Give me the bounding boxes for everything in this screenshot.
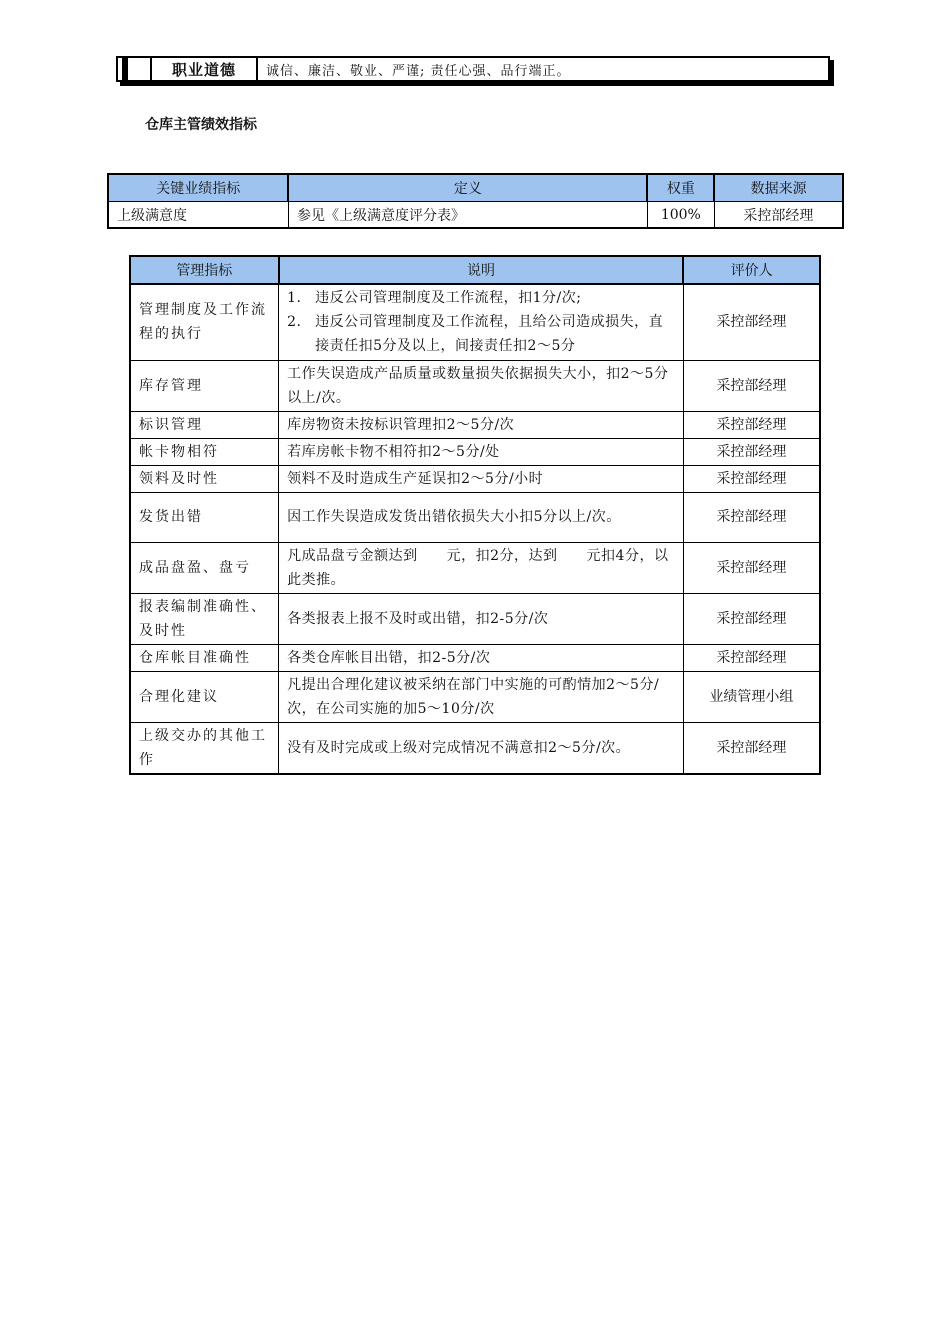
mgmt-name: 上级交办的其他工作: [130, 722, 279, 774]
mgmt-desc: 各类仓库帐目出错，扣2-5分/次: [279, 644, 684, 671]
table-row: [130, 593, 820, 644]
table-row: [130, 411, 820, 438]
table-row: [130, 671, 820, 722]
mgmt-name: 管理制度及工作流程的执行: [130, 284, 279, 360]
row-stub: [118, 58, 152, 80]
mgmt-evaluator: 采控部经理: [683, 284, 820, 360]
mgmt-desc: 没有及时完成或上级对完成情况不满意扣2～5分/次。: [279, 722, 684, 774]
kpi-weight: 100%: [647, 202, 714, 229]
ethics-text: 诚信、廉洁、敬业、严谨; 责任心强、品行端正。: [266, 63, 571, 79]
mgmt-evaluator: 采控部经理: [683, 411, 820, 438]
table-row: [130, 492, 820, 542]
kpi-table: [107, 173, 844, 229]
mgmt-desc: 若库房帐卡物不相符扣2～5分/处: [279, 438, 684, 465]
list-item: [287, 286, 675, 310]
mgmt-desc: 各类报表上报不及时或出错，扣2-5分/次: [279, 593, 684, 644]
mgmt-header-desc: 说明: [279, 256, 684, 284]
table-row: [130, 722, 820, 774]
mgmt-name: 合理化建议: [130, 671, 279, 722]
mgmt-evaluator: 采控部经理: [683, 492, 820, 542]
list-number: 2.: [287, 314, 302, 331]
kpi-source: 采控部经理: [714, 202, 843, 229]
table-row: [130, 438, 820, 465]
mgmt-name: 库存管理: [130, 360, 279, 411]
table-row: [130, 360, 820, 411]
section-title: 仓库主管绩效指标: [145, 117, 257, 133]
mgmt-name: 标识管理: [130, 411, 279, 438]
kpi-header-indicator: 关键业绩指标: [108, 174, 288, 202]
mgmt-evaluator: 采控部经理: [683, 438, 820, 465]
mgmt-header-name: 管理指标: [130, 256, 279, 284]
list-number: 1.: [287, 290, 302, 307]
ethics-row: [116, 56, 830, 82]
kpi-header-source: 数据来源: [714, 174, 843, 202]
kpi-header-definition: 定义: [288, 174, 647, 202]
mgmt-evaluator: 采控部经理: [683, 722, 820, 774]
table-row: [130, 644, 820, 671]
table-row: [130, 284, 820, 360]
mgmt-table: [129, 255, 821, 775]
mgmt-desc: 凡成品盘亏金额达到 元，扣2分，达到 元扣4分，以此类推。: [279, 542, 684, 593]
kpi-indicator: 上级满意度: [108, 202, 288, 229]
mgmt-header-evaluator: 评价人: [683, 256, 820, 284]
mgmt-desc: 因工作失误造成发货出错依损失大小扣5分以上/次。: [279, 492, 684, 542]
ethics-label: 职业道德: [152, 58, 258, 80]
mgmt-desc: [279, 284, 684, 360]
mgmt-name: 帐卡物相符: [130, 438, 279, 465]
mgmt-desc: 库房物资未按标识管理扣2～5分/次: [279, 411, 684, 438]
kpi-definition: 参见《上级满意度评分表》: [288, 202, 647, 229]
mgmt-evaluator: 业绩管理小组: [683, 671, 820, 722]
table-row: [130, 465, 820, 492]
mgmt-name: 领料及时性: [130, 465, 279, 492]
mgmt-evaluator: 采控部经理: [683, 465, 820, 492]
mgmt-name: 发货出错: [130, 492, 279, 542]
list-item: [287, 310, 675, 358]
mgmt-desc: 凡提出合理化建议被采纳在部门中实施的可酌情加2～5分/次，在公司实施的加5～10分/次: [279, 671, 684, 722]
table-row: [130, 542, 820, 593]
mgmt-desc: 领料不及时造成生产延误扣2～5分/小时: [279, 465, 684, 492]
mgmt-header-row: [130, 256, 820, 284]
mgmt-evaluator: 采控部经理: [683, 360, 820, 411]
mgmt-name: 报表编制准确性、及时性: [130, 593, 279, 644]
mgmt-evaluator: 采控部经理: [683, 644, 820, 671]
mgmt-evaluator: 采控部经理: [683, 593, 820, 644]
table-row: [108, 202, 843, 229]
list-text: 违反公司管理制度及工作流程，扣1分/次;: [315, 290, 582, 307]
kpi-header-row: [108, 174, 843, 202]
kpi-header-weight: 权重: [647, 174, 714, 202]
mgmt-evaluator: 采控部经理: [683, 542, 820, 593]
mgmt-desc: 工作失误造成产品质量或数量损失依据损失大小，扣2～5分以上/次。: [279, 360, 684, 411]
mgmt-name: 成品盘盈、盘亏: [130, 542, 279, 593]
list-text: 违反公司管理制度及工作流程，且给公司造成损失，直接责任扣5分及以上，间接责任扣2～5分: [315, 314, 664, 355]
mgmt-desc-list: [287, 286, 675, 358]
mgmt-name: 仓库帐目准确性: [130, 644, 279, 671]
